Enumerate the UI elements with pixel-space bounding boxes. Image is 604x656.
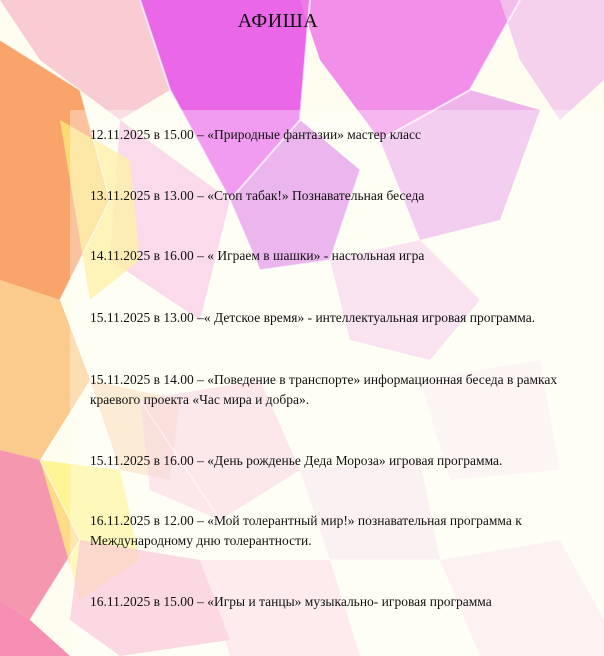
event-item: 16.11.2025 в 15.00 – «Игры и танцы» музыкально- игровая программа <box>90 594 492 609</box>
event-item: 14.11.2025 в 16.00 – « Играем в шашки» - настольная игра <box>90 248 425 263</box>
event-item: 13.11.2025 в 13.00 – «Стоп табак!» Познавательная беседа <box>90 188 425 203</box>
event-item: 15.11.2025 в 16.00 – «День рожденье Деда Мороза» игровая программа. <box>90 453 503 468</box>
event-item: 15.11.2025 в 13.00 –« Детское время» - интеллектуальная игровая программа. <box>90 310 536 325</box>
page-title: АФИША <box>237 10 319 32</box>
event-item: 15.11.2025 в 14.00 – «Поведение в транспорте» информационная беседа в рамках краевого проекта «Час мира и добра». <box>90 372 558 407</box>
event-item: 16.11.2025 в 12.00 – «Мой толерантный мир!» познавательная программа к Международному дню толерантности. <box>90 513 522 548</box>
event-item: 12.11.2025 в 15.00 – «Природные фантазии» мастер класс <box>90 127 422 142</box>
